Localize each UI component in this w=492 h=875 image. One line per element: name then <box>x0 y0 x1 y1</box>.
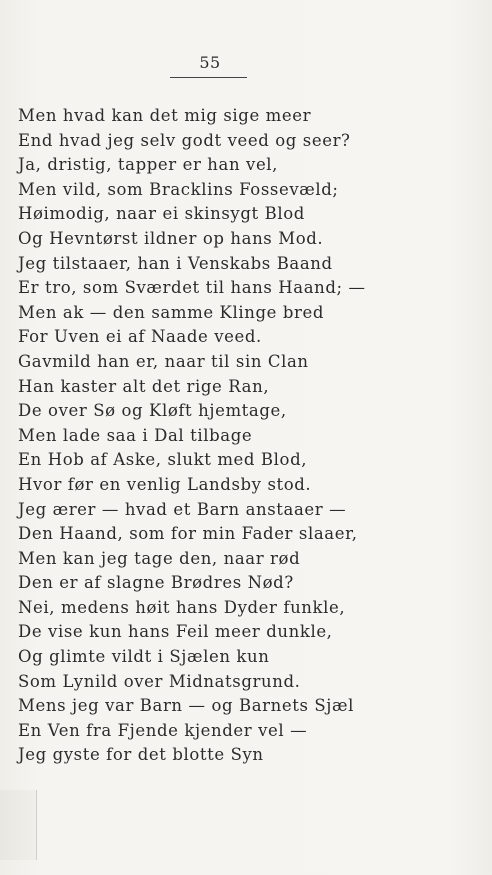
poem-line: Den er af slagne Brødres Nød? <box>18 573 294 593</box>
poem-line: En Hob af Aske, slukt med Blod, <box>18 450 308 470</box>
poem-line: Ja, dristig, tapper er han vel, <box>18 155 279 175</box>
poem-line: Gavmild han er, naar til sin Clan <box>18 351 309 371</box>
poem-line: Er tro, som Sværdet til hans Haand; — <box>18 278 366 298</box>
poem-line: For Uven ei af Naade veed. <box>18 327 262 347</box>
poem-line: Den Haand, som for min Fader slaaer, <box>18 524 358 544</box>
poem-line: De vise kun hans Feil meer dunkle, <box>18 622 333 642</box>
poem-line: End hvad jeg selv godt veed og seer? <box>18 130 351 150</box>
poem-line: Nei, medens høit hans Dyder funkle, <box>18 597 346 617</box>
poem-line: Mens jeg var Barn — og Barnets Sjæl <box>18 696 354 716</box>
poem-line: Høimodig, naar ei skinsygt Blod <box>18 204 305 224</box>
poem-line: En Ven fra Fjende kjender vel — <box>18 720 308 740</box>
poem-line: Men lade saa i Dal tilbage <box>18 425 253 445</box>
poem-line: Men vild, som Bracklins Fossevæld; <box>18 179 339 199</box>
poem-line: Som Lynild over Midnatsgrund. <box>18 671 301 691</box>
poem-line: Men hvad kan det mig sige meer <box>18 106 312 125</box>
poem-line: Han kaster alt det rige Ran, <box>18 376 270 396</box>
page-number-rule <box>170 77 247 78</box>
poem-line: Jeg ærer — hvad et Barn anstaaer — <box>18 499 347 519</box>
poem-text <box>18 104 483 768</box>
poem-line: Jeg tilstaaer, han i Venskabs Baand <box>18 253 333 273</box>
page-edge-shadow <box>0 790 37 860</box>
poem-line: De over Sø og Kløft hjemtage, <box>18 401 287 421</box>
poem-line: Men kan jeg tage den, naar rød <box>18 548 301 568</box>
poem-line: Og Hevntørst ildner op hans Mod. <box>18 228 324 248</box>
poem-line: Men ak — den samme Klinge bred <box>18 302 325 322</box>
poem-line: Og glimte vildt i Sjælen kun <box>18 647 270 667</box>
page-number: 55 <box>199 53 221 72</box>
poem-line: Jeg gyste for det blotte Syn <box>18 745 264 765</box>
poem-line: Hvor før en venlig Landsby stod. <box>18 474 312 494</box>
